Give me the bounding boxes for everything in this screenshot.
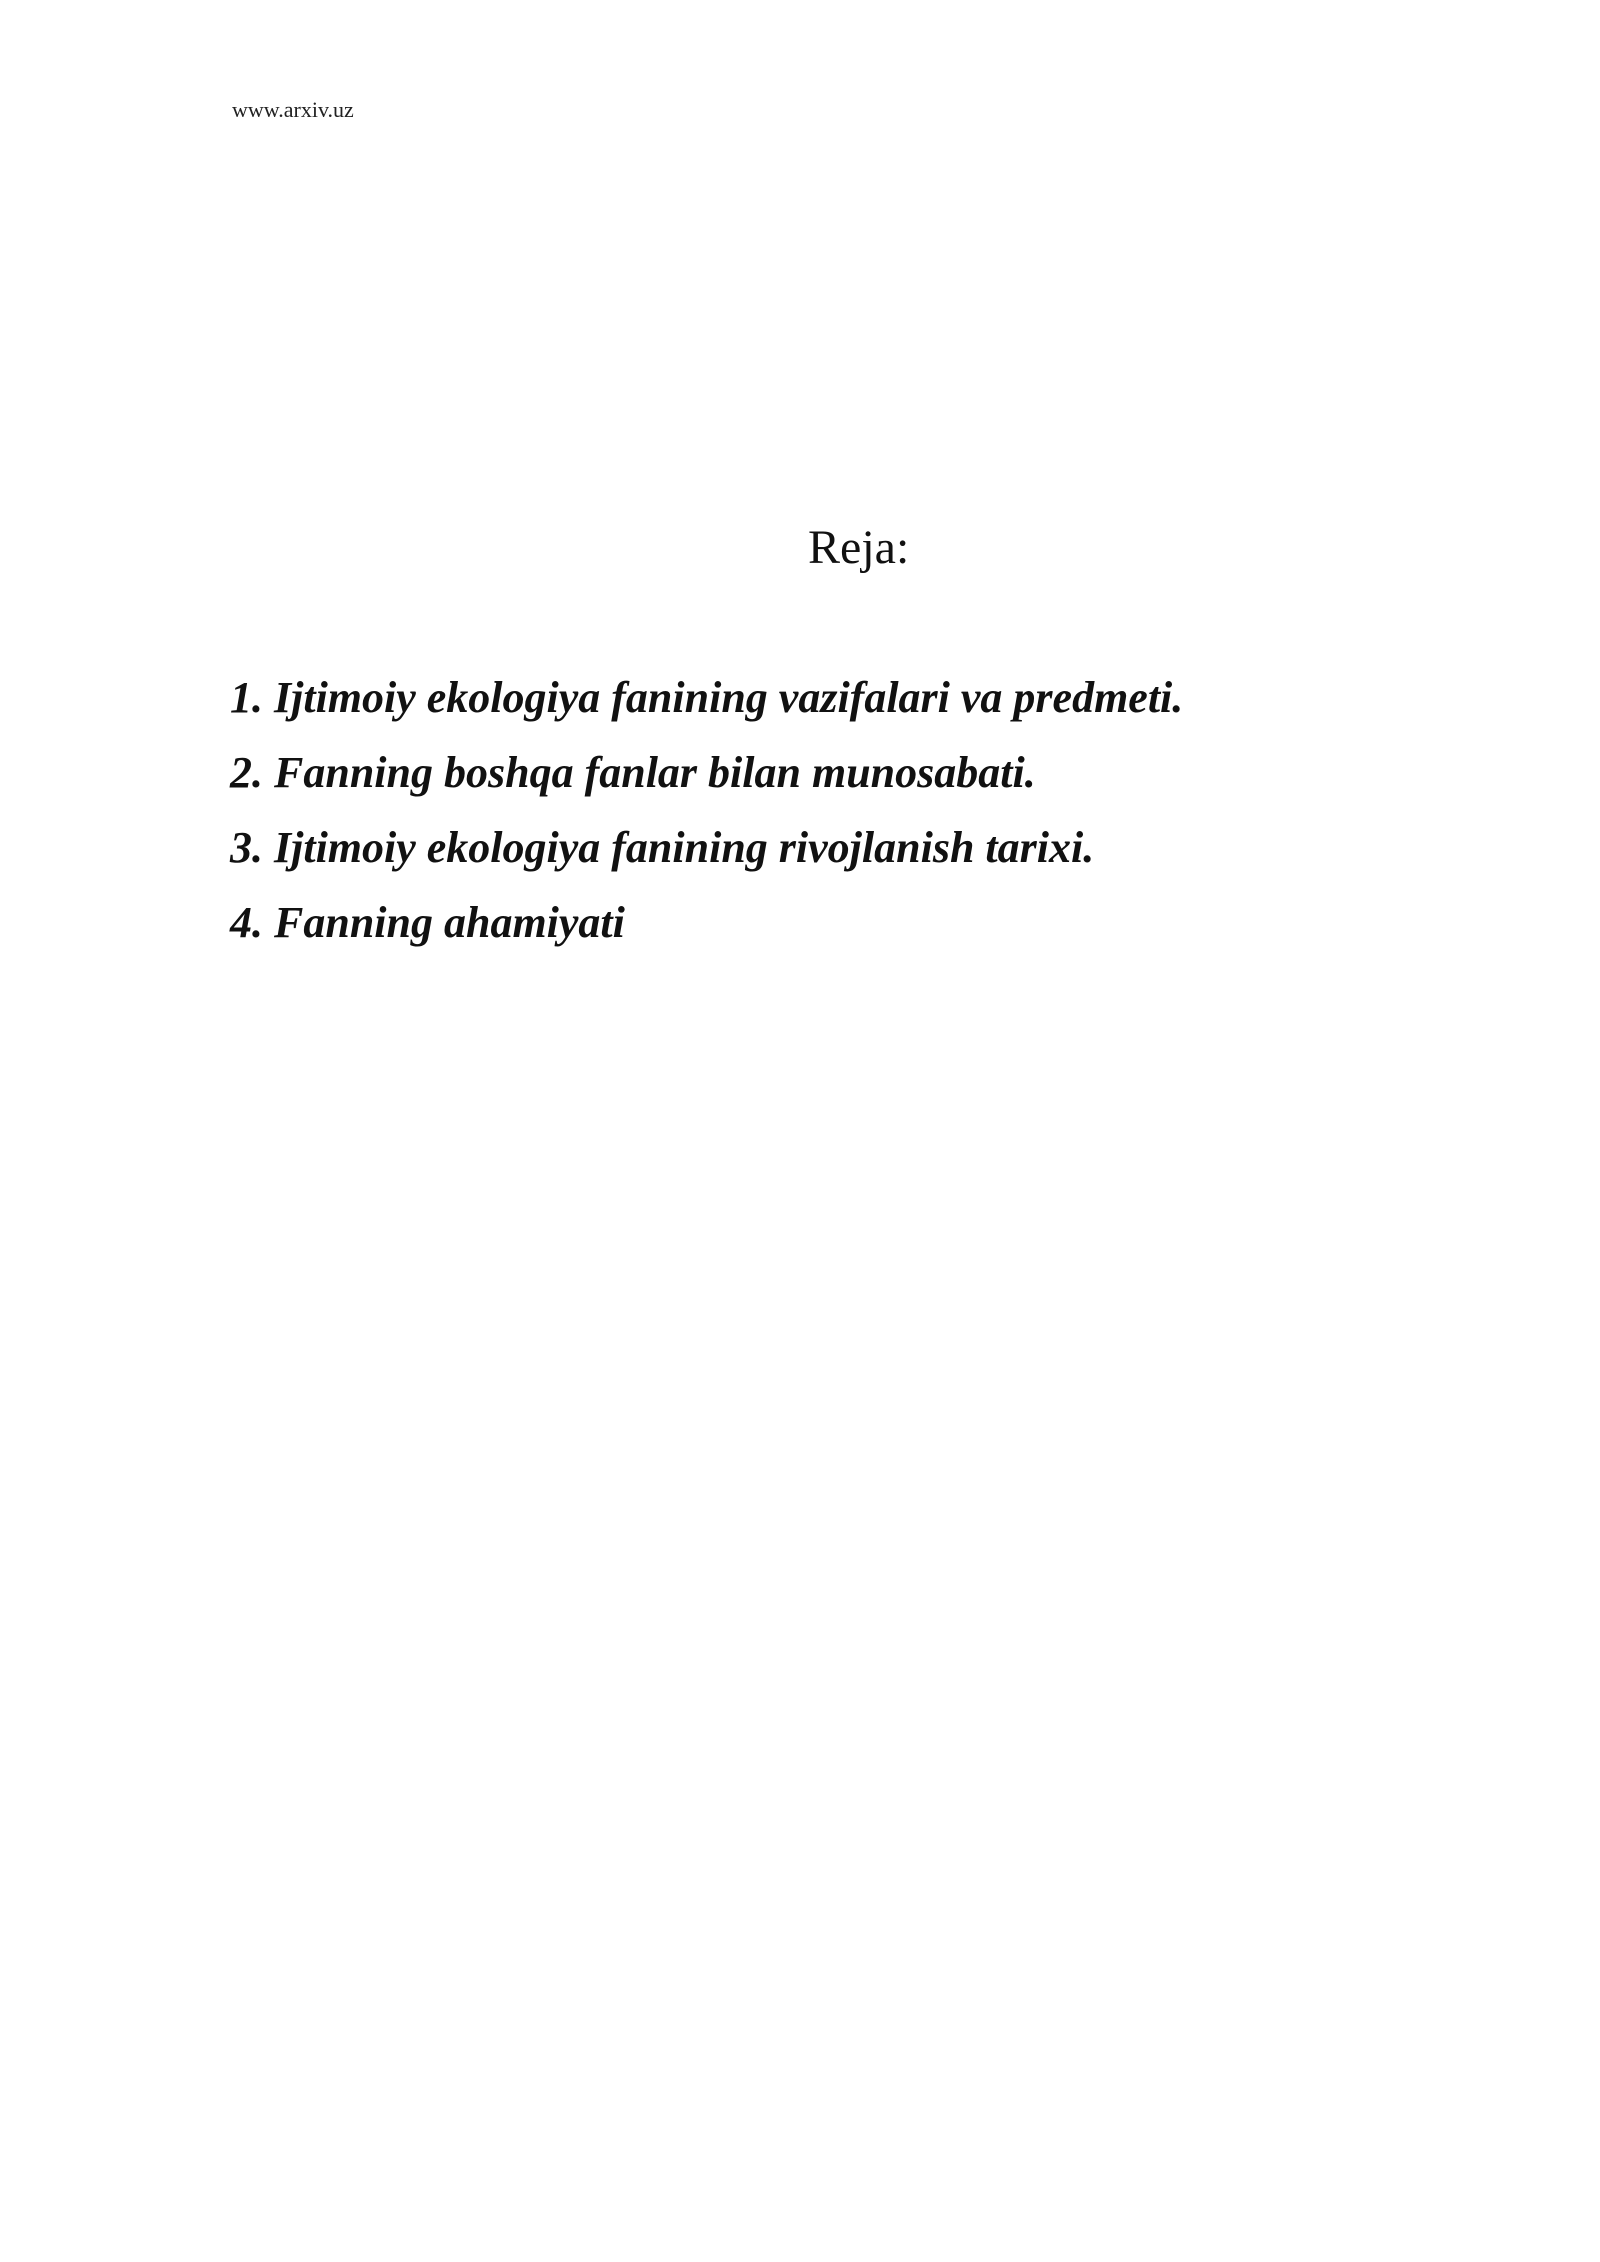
header-url: www.arxiv.uz xyxy=(232,97,354,122)
plan-item: 1. Ijtimoiy ekologiya fanining vazifalari va predmeti. xyxy=(230,673,1184,722)
plan-item: 2. Fanning boshqa fanlar bilan munosabati. xyxy=(230,748,1036,797)
plan-item: 4. Fanning ahamiyati xyxy=(230,898,625,947)
plan-list xyxy=(230,660,1183,960)
plan-item: 3. Ijtimoiy ekologiya fanining rivojlanish tarixi. xyxy=(230,823,1095,872)
plan-title: Reja: xyxy=(808,521,910,574)
